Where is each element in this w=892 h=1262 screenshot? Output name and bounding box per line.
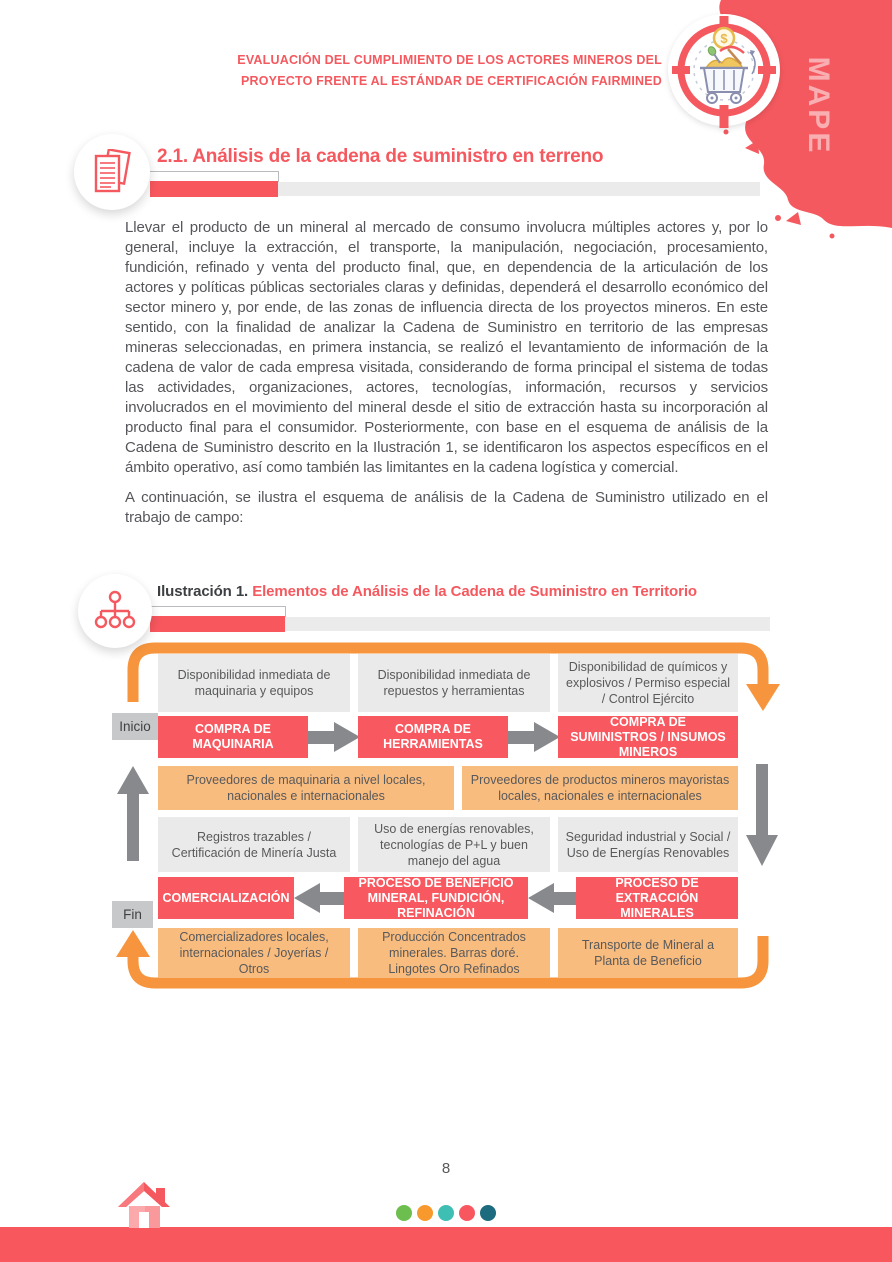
section-heading: 2.1. Análisis de la cadena de suministro en terreno xyxy=(157,146,604,167)
supplier-box-productos: Proveedores de productos mineros mayoristas locales, nacionales e internacionales xyxy=(462,766,738,810)
condition-box-quimicos: Disponibilidad de químicos y explosivos / Permiso especial / Control Ejército xyxy=(558,654,738,712)
output-box-comercializadores: Comercializadores locales, internacionales / Joyerías / Otros xyxy=(158,928,350,978)
illustration-label: Ilustración 1. xyxy=(157,583,249,600)
condition-box-maquinaria: Disponibilidad inmediata de maquinaria y equipos xyxy=(158,654,350,712)
section-progress-bar-filled xyxy=(150,181,278,197)
process-box-comercializacion: COMERCIALIZACIÓN xyxy=(158,877,294,919)
org-chart-icon xyxy=(92,590,138,632)
process-box-compra-herramientas: COMPRA DE HERRAMIENTAS xyxy=(358,716,508,758)
illustration-progress-bar-track xyxy=(285,617,770,631)
flow-up-arrowhead xyxy=(116,930,150,957)
illustration-heading xyxy=(157,583,697,600)
document-icon xyxy=(91,149,133,195)
illustration-title: Elementos de Análisis de la Cadena de Suministro en Territorio xyxy=(248,583,697,600)
body-paragraph-1: Llevar el producto de un mineral al mercado de consumo involucra múltiples actores y, por lo general, incluye la extracción, el transporte, la manipulación, negociación, procesamiento, fundición, refinado y venta del producto final, que, en dependencia de la articulación de los actores y políticas públicas sectoriales claras y definidas, dependerá el desarrollo económico del sector minero y, por ende, de las zonas de influencia directa de los proyectos mineros. En este sentido, con la finalidad de analizar la Cadena de Suministro en territorio de las empresas mineras seleccionadas, en primera instancia, se realizó el levantamiento de información de la cadena de valor de cada empresa visitada, considerando de forma principal el sistema de todas las actividades, organizaciones, actores, tecnologías, información, recursos y servicios involucrados en el movimiento del mineral desde el sitio de extracción hasta su incorporación al producto final para el consumidor. Posteriormente, con base en el esquema de análisis de la Cadena de Suministro descrito en la Ilustración 1, se identificaron los aspectos específicos en el ámbito operativo, así como también las limitantes en la cadena logística y comercial. xyxy=(125,219,768,476)
condition-box-repuestos: Disponibilidad inmediata de repuestos y herramientas xyxy=(358,654,550,712)
footer-dot-orange xyxy=(417,1205,433,1221)
illustration-icon-circle xyxy=(78,574,152,648)
condition-box-seguridad: Seguridad industrial y Social / Uso de Energías Renovables xyxy=(558,817,738,872)
flow-down-arrowhead xyxy=(746,684,780,711)
condition-box-energias: Uso de energías renovables, tecnologías de P+L y buen manejo del agua xyxy=(358,817,550,872)
footer-dot-red xyxy=(459,1205,475,1221)
condition-box-registros: Registros trazables / Certificación de Minería Justa xyxy=(158,817,350,872)
flow-start-label: Inicio xyxy=(112,713,158,740)
process-box-beneficio: PROCESO DE BENEFICIO MINERAL, FUNDICIÓN, REFINACIÓN xyxy=(344,877,528,919)
illustration-progress-bar-filled xyxy=(150,616,285,632)
footer-dot-darkteal xyxy=(480,1205,496,1221)
body-paragraph-2: A continuación, se ilustra el esquema de análisis de la Cadena de Suministro utilizado en el trabajo de campo: xyxy=(125,489,768,526)
section-icon-circle xyxy=(74,134,150,210)
process-box-compra-suministros: COMPRA DE SUMINISTROS / INSUMOS MINEROS xyxy=(558,716,738,758)
section-progress-bar-track xyxy=(278,182,760,196)
footer-dot-green xyxy=(396,1205,412,1221)
page-number: 8 xyxy=(441,1160,451,1177)
process-box-extraccion: PROCESO DE EXTRACCIÓN MINERALES xyxy=(576,877,738,919)
dollar-coin-icon xyxy=(714,28,734,48)
process-box-compra-maquinaria: COMPRA DE MAQUINARIA xyxy=(158,716,308,758)
mining-cart-logo xyxy=(662,8,786,132)
header-title-line1: EVALUACIÓN DEL CUMPLIMIENTO DE LOS ACTORES MINEROS DEL xyxy=(237,53,662,67)
home-icon xyxy=(116,1182,172,1228)
footer-bar xyxy=(0,1227,892,1262)
svg-text:$: $ xyxy=(720,31,728,46)
header-title-line2: PROYECTO FRENTE AL ESTÁNDAR DE CERTIFICACIÓN FAIRMINED xyxy=(240,74,662,88)
output-box-produccion: Producción Concentrados minerales. Barras doré. Lingotes Oro Refinados xyxy=(358,928,550,978)
output-box-transporte: Transporte de Mineral a Planta de Beneficio xyxy=(558,928,738,978)
supplier-box-maquinaria: Proveedores de maquinaria a nivel locales, nacionales e internacionales xyxy=(158,766,454,810)
document-header-title xyxy=(222,50,662,92)
flow-end-label: Fin xyxy=(112,901,153,928)
mape-badge: MAPE xyxy=(802,56,835,156)
footer-dot-teal xyxy=(438,1205,454,1221)
